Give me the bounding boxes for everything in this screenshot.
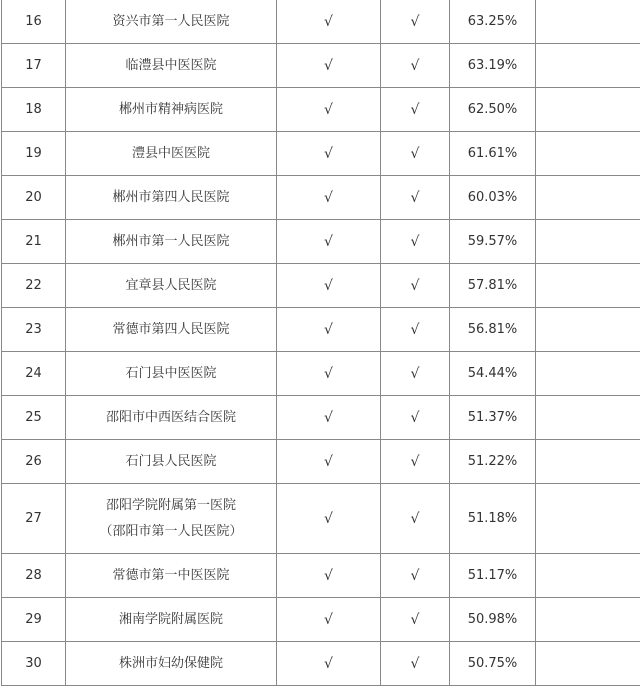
- hospital-name-cell: [66, 88, 277, 132]
- hospital-name-line: 邵阳学院附属第一医院: [66, 493, 276, 519]
- hospital-name-cell: [66, 308, 277, 352]
- check-mark-cell-1: √: [277, 642, 381, 686]
- check-mark-cell-1: √: [277, 440, 381, 484]
- rate-cell: 56.81%: [450, 308, 536, 352]
- hospital-name-line: 澧县中医医院: [66, 141, 276, 167]
- rate-cell: 60.03%: [450, 176, 536, 220]
- hospital-ranking-table: [1, 0, 640, 686]
- check-mark-cell-2: √: [381, 308, 450, 352]
- hospital-name-line: 郴州市第四人民医院: [66, 185, 276, 211]
- check-mark-cell-2: √: [381, 484, 450, 554]
- row-number-cell: 27: [2, 484, 66, 554]
- row-number-cell: 18: [2, 88, 66, 132]
- note-cell: [536, 220, 640, 264]
- note-cell: [536, 440, 640, 484]
- hospital-name-cell: [66, 132, 277, 176]
- row-number-cell: 23: [2, 308, 66, 352]
- check-mark-cell-1: √: [277, 88, 381, 132]
- check-mark-cell-2: √: [381, 0, 450, 44]
- hospital-name-cell: [66, 176, 277, 220]
- check-mark-cell-2: √: [381, 352, 450, 396]
- hospital-name-line: 资兴市第一人民医院: [66, 9, 276, 35]
- check-mark-cell-2: √: [381, 642, 450, 686]
- hospital-name-line: 郴州市精神病医院: [66, 97, 276, 123]
- row-number-cell: 22: [2, 264, 66, 308]
- hospital-name-cell: [66, 554, 277, 598]
- note-cell: [536, 554, 640, 598]
- rate-cell: 61.61%: [450, 132, 536, 176]
- rate-cell: 51.22%: [450, 440, 536, 484]
- table-row: [2, 598, 640, 642]
- check-mark-cell-1: √: [277, 264, 381, 308]
- check-mark-cell-2: √: [381, 88, 450, 132]
- hospital-name-line: 临澧县中医医院: [66, 53, 276, 79]
- check-mark-cell-2: √: [381, 396, 450, 440]
- check-mark-cell-1: √: [277, 554, 381, 598]
- hospital-name-line: 湘南学院附属医院: [66, 607, 276, 633]
- table-row: [2, 132, 640, 176]
- rate-cell: 50.98%: [450, 598, 536, 642]
- check-mark-cell-2: √: [381, 264, 450, 308]
- table-row: [2, 44, 640, 88]
- row-number-cell: 19: [2, 132, 66, 176]
- row-number-cell: 25: [2, 396, 66, 440]
- note-cell: [536, 598, 640, 642]
- row-number-cell: 17: [2, 44, 66, 88]
- check-mark-cell-1: √: [277, 176, 381, 220]
- table-row: [2, 264, 640, 308]
- check-mark-cell-1: √: [277, 132, 381, 176]
- hospital-name-line: 株洲市妇幼保健院: [66, 651, 276, 677]
- hospital-name-line: 邵阳市中西医结合医院: [66, 405, 276, 431]
- check-mark-cell-2: √: [381, 44, 450, 88]
- check-mark-cell-2: √: [381, 440, 450, 484]
- note-cell: [536, 44, 640, 88]
- note-cell: [536, 0, 640, 44]
- check-mark-cell-1: √: [277, 396, 381, 440]
- check-mark-cell-1: √: [277, 352, 381, 396]
- hospital-name-cell: [66, 352, 277, 396]
- check-mark-cell-1: √: [277, 484, 381, 554]
- table-body: [2, 0, 640, 686]
- note-cell: [536, 396, 640, 440]
- check-mark-cell-1: √: [277, 220, 381, 264]
- row-number-cell: 26: [2, 440, 66, 484]
- table-row: [2, 0, 640, 44]
- rate-cell: 51.18%: [450, 484, 536, 554]
- check-mark-cell-1: √: [277, 308, 381, 352]
- hospital-name-line: 宜章县人民医院: [66, 273, 276, 299]
- hospital-name-line: 郴州市第一人民医院: [66, 229, 276, 255]
- hospital-name-cell: [66, 484, 277, 554]
- rate-cell: 63.19%: [450, 44, 536, 88]
- row-number-cell: 21: [2, 220, 66, 264]
- rate-cell: 50.75%: [450, 642, 536, 686]
- row-number-cell: 16: [2, 0, 66, 44]
- row-number-cell: 28: [2, 554, 66, 598]
- rate-cell: 59.57%: [450, 220, 536, 264]
- table-row: [2, 176, 640, 220]
- check-mark-cell-1: √: [277, 0, 381, 44]
- hospital-name-cell: [66, 396, 277, 440]
- check-mark-cell-2: √: [381, 176, 450, 220]
- row-number-cell: 20: [2, 176, 66, 220]
- table-row: [2, 352, 640, 396]
- note-cell: [536, 642, 640, 686]
- check-mark-cell-1: √: [277, 598, 381, 642]
- row-number-cell: 30: [2, 642, 66, 686]
- hospital-name-cell: [66, 598, 277, 642]
- hospital-name-cell: [66, 440, 277, 484]
- table-row: [2, 88, 640, 132]
- rate-cell: 51.37%: [450, 396, 536, 440]
- hospital-name-cell: [66, 264, 277, 308]
- note-cell: [536, 264, 640, 308]
- hospital-name-cell: [66, 220, 277, 264]
- table-row: [2, 220, 640, 264]
- note-cell: [536, 308, 640, 352]
- rate-cell: 57.81%: [450, 264, 536, 308]
- rate-cell: 51.17%: [450, 554, 536, 598]
- hospital-name-line: 石门县人民医院: [66, 449, 276, 475]
- hospital-name-line: （邵阳市第一人民医院）: [66, 519, 276, 545]
- row-number-cell: 29: [2, 598, 66, 642]
- hospital-name-line: 常德市第一中医医院: [66, 563, 276, 589]
- check-mark-cell-2: √: [381, 220, 450, 264]
- rate-cell: 63.25%: [450, 0, 536, 44]
- table-row: [2, 554, 640, 598]
- note-cell: [536, 132, 640, 176]
- check-mark-cell-2: √: [381, 598, 450, 642]
- row-number-cell: 24: [2, 352, 66, 396]
- note-cell: [536, 176, 640, 220]
- note-cell: [536, 352, 640, 396]
- hospital-name-line: 石门县中医医院: [66, 361, 276, 387]
- hospital-name-line: 常德市第四人民医院: [66, 317, 276, 343]
- table-row: [2, 642, 640, 686]
- rate-cell: 54.44%: [450, 352, 536, 396]
- rate-cell: 62.50%: [450, 88, 536, 132]
- note-cell: [536, 88, 640, 132]
- check-mark-cell-2: √: [381, 132, 450, 176]
- check-mark-cell-1: √: [277, 44, 381, 88]
- hospital-name-cell: [66, 0, 277, 44]
- table-row: [2, 484, 640, 554]
- hospital-name-cell: [66, 642, 277, 686]
- table-row: [2, 396, 640, 440]
- note-cell: [536, 484, 640, 554]
- table-row: [2, 308, 640, 352]
- table-row: [2, 440, 640, 484]
- check-mark-cell-2: √: [381, 554, 450, 598]
- hospital-name-cell: [66, 44, 277, 88]
